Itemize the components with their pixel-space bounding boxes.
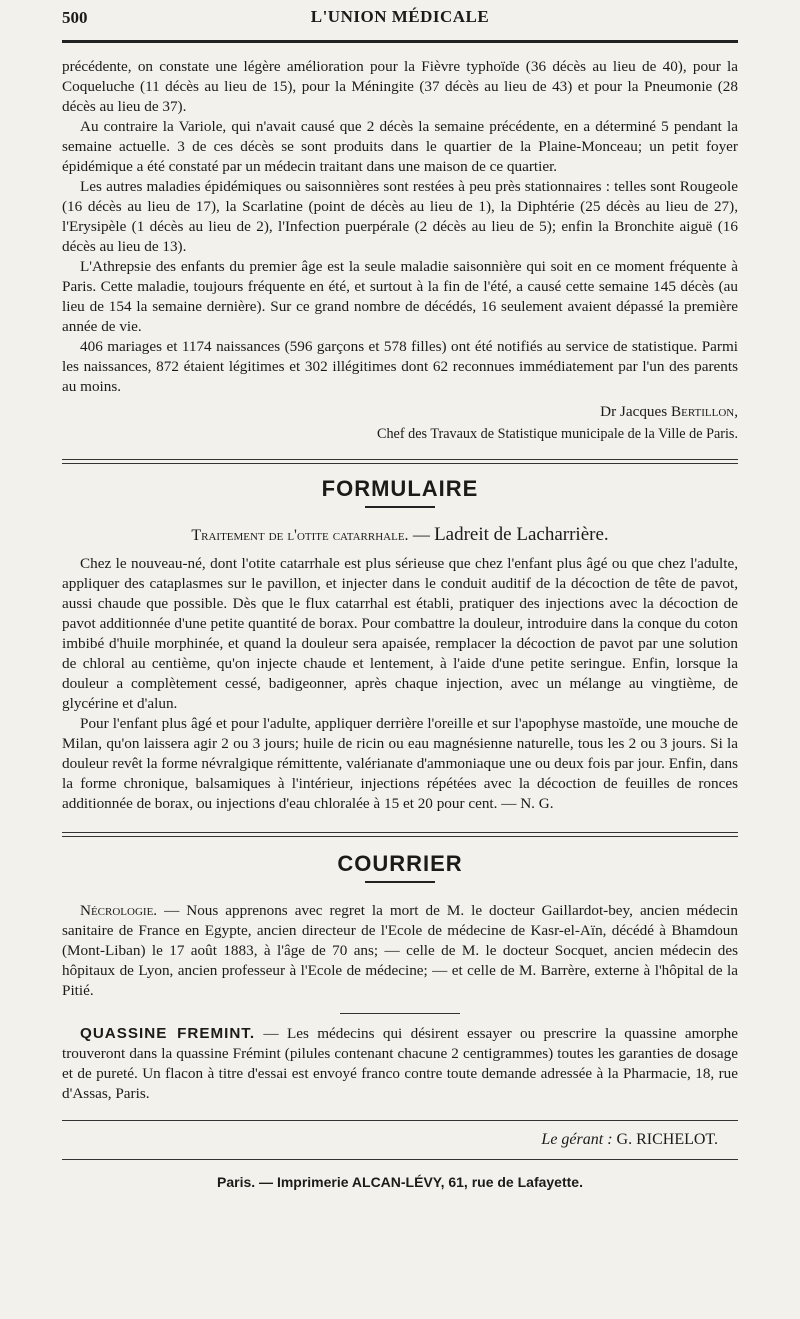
header-rule bbox=[62, 40, 738, 43]
statistics-report bbox=[62, 57, 738, 445]
report-signature bbox=[62, 401, 738, 423]
subhead-label: Traitement de l'otite catarrhale. bbox=[191, 527, 409, 544]
notice-brand: QUASSINE FREMINT. bbox=[80, 1025, 256, 1042]
footer-rule bbox=[62, 1120, 738, 1121]
formulaire-paragraph: Chez le nouveau-né, dont l'otite catarrhale est plus sérieuse que chez l'enfant plus âgé ou que chez l'adulte, appliquer des cataplasmes sur le pavillon, et injecter dans le conduit auditif de la décoction de tête de pavot, aussi chaude que possible. Dès que le flux catarrhal est établi, pratiquer des injections avec la décoction de pavot additionnée d'une petite quantité de borax. Pour combattre la douleur, introduire dans la conque du coton imbibé d'huile morphinée, et quand la douleur sera apaisée, remplacer la décoction de pavot par une solution de chloral au centième, qu'on injecte chaude et lentement, à l'aide d'une petite seringue. Enfin, lorsque la douleur a complètement cessé, badigeonner, après chaque injection, avec un mélange au vingtième, de glycérine et d'alun. bbox=[62, 555, 738, 712]
notice-text: — Les médecins qui désirent essayer ou prescrire la quassine amorphe trouveront dans la quassine Frémint (pilules contenant chacune 2 centigrammes) toutes les garanties de dosage et de pureté. Un flacon à titre d'essai est envoyé franco contre toute demande adressée à la Pharmacie, 18, rue d'Assas, Paris. bbox=[62, 1025, 738, 1102]
journal-title: L'UNION MÉDICALE bbox=[310, 7, 490, 26]
report-paragraph: Au contraire la Variole, qui n'avait causé que 2 décès la semaine précédente, en a déterminé 5 pendant la semaine actuelle. 3 de ces décès se sont produits dans le quartier de la Plaine-Monceau; un petit foyer épidémique a été constaté par un médecin traitant dans une maison de ce quartier. bbox=[62, 118, 738, 175]
report-paragraph: précédente, on constate une légère amélioration pour la Fièvre typhoïde (36 décès au lieu de 40), pour la Coqueluche (11 décès au lieu de 15), pour la Méningite (37 décès au lieu de 43) et pour la Pneumonie (28 décès au lieu de 37). bbox=[62, 58, 738, 115]
report-paragraph: 406 mariages et 1174 naissances (596 garçons et 578 filles) ont été notifiés au service de statistique. Parmi les naissances, 872 étaient légitimes et 302 illégitimes dont 62 reconnues immédiatement par l'un des parents au moins. bbox=[62, 338, 738, 395]
report-paragraph: Les autres maladies épidémiques ou saisonnières sont restées à peu près stationnaires : telles sont Rougeole (16 décès au lieu de 17), la Scarlatine (point de décès au lieu de 1), la Diphtérie (25 décès au lieu de 27), l'Erysipèle (1 décès au lieu de 2), l'Infection puerpérale (2 décès au lieu de 5); enfin la Bronchite aiguë (16 décès au lieu de 13). bbox=[62, 178, 738, 255]
necrology-paragraph bbox=[62, 901, 738, 1001]
formulaire-body bbox=[62, 554, 738, 814]
notice-paragraph bbox=[62, 1024, 738, 1104]
formulaire-paragraph: Pour l'enfant plus âgé et pour l'adulte, appliquer derrière l'oreille et sur l'apophyse mastoïde, une mouche de Milan, qu'on laissera agir 2 ou 3 jours; huile de ricin ou eau magnésienne naturelle, tous les 2 ou 3 jours. Si la douleur revêt la forme névralgique rémittente, valérianate d'ammoniaque une ou deux fois par jour. Enfin, dans la forme chronique, balsamiques à l'intérieur, injections répétées avec la décoction de feuilles de ronces additionnée de borax, ou injections d'eau chloralée à 15 et 20 pour cent. — N. G. bbox=[62, 715, 738, 812]
page-header bbox=[62, 0, 738, 40]
gerant-label: Le gérant : bbox=[541, 1131, 613, 1148]
section-divider bbox=[62, 459, 738, 464]
gerant-name: G. RICHELOT. bbox=[616, 1131, 718, 1148]
necrology-label: Nécrologie. bbox=[80, 902, 158, 919]
signature-name: Bertillon, bbox=[670, 403, 738, 420]
report-paragraph: L'Athrepsie des enfants du premier âge est la seule maladie saisonnière qui soit en ce moment fréquente à Paris. Cette maladie, toujours fréquente en été, et surtout à la fin de l'été, a causé cette semaine 145 décès (au lieu de 154 la semaine dernière). Sur ce grand nombre de décédés, 16 seulement avaient dépassé la première année de vie. bbox=[62, 258, 738, 335]
notice-divider bbox=[340, 1013, 460, 1014]
subhead-dash: — bbox=[412, 525, 430, 544]
page-number: 500 bbox=[62, 8, 88, 27]
footer-rule bbox=[62, 1159, 738, 1160]
subhead-author: Ladreit de Lacharrière. bbox=[434, 524, 609, 545]
necrology-text: — Nous apprenons avec regret la mort de M. le docteur Gaillardot-bey, ancien médecin sanitaire de France en Egypte, ancien directeur de l'Ecole de médecine de Kasr-el-Aïn, décédé à Bhamdoun (Mont-Liban) le 17 août 1883, à l'âge de 70 ans; — celle de M. le docteur Socquet, ancien médecin des hôpitaux de Lyon, ancien professeur à l'Ecole de médecine; — et celle de M. Barrère, externe à l'hôpital de la Pitié. bbox=[62, 902, 738, 999]
formulaire-subhead bbox=[62, 524, 738, 546]
title-underline bbox=[365, 506, 435, 508]
courrier-body bbox=[62, 901, 738, 1104]
printer-line: Paris. — Imprimerie ALCAN-LÉVY, 61, rue de Lafayette. bbox=[217, 1174, 583, 1190]
title-underline bbox=[365, 881, 435, 883]
section-divider bbox=[62, 832, 738, 837]
signature-title: Chef des Travaux de Statistique municipale de la Ville de Paris. bbox=[377, 426, 738, 442]
gerant-line bbox=[62, 1131, 718, 1149]
formulaire-title: FORMULAIRE bbox=[321, 476, 479, 501]
courrier-title: COURRIER bbox=[337, 851, 463, 876]
signature-prefix: Dr Jacques bbox=[600, 403, 668, 420]
